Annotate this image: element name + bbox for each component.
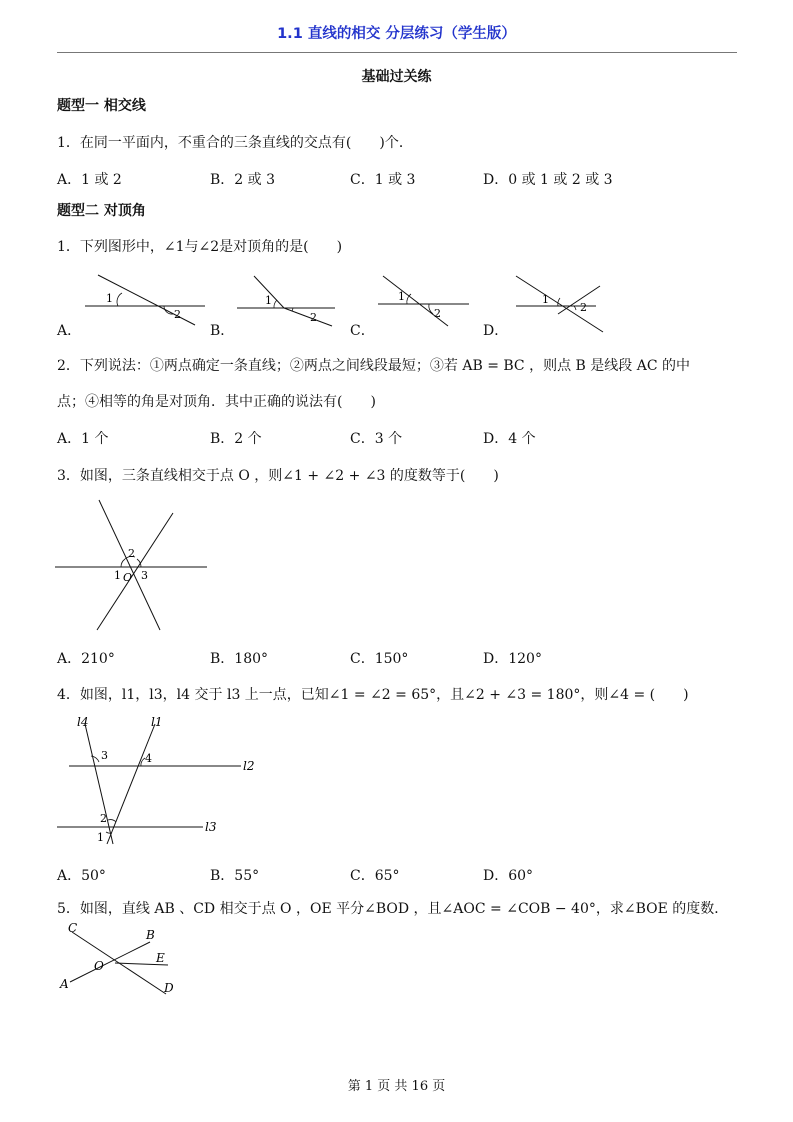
type1-title: 题型一 相交线 (57, 98, 146, 114)
q5-label-b: B (146, 928, 155, 942)
q4-label-l3: l3 (205, 820, 217, 834)
t2-q2-line2: 点；④相等的角是对顶角．其中正确的说法有( ) (57, 394, 376, 410)
q5-label-a: A (60, 977, 69, 991)
t2-q2-option-a: A．1 个 (57, 431, 109, 447)
t1-q1-option-d: D．0 或 1 或 2 或 3 (483, 172, 613, 188)
t1-q1-option-b: B．2 或 3 (210, 172, 276, 188)
fig-d-label-2: 2 (580, 301, 587, 314)
t1-q1-text: 1．在同一平面内，不重合的三条直线的交点有( )个． (57, 135, 413, 151)
fig-c-label-1: 1 (398, 290, 405, 303)
q5-label-d: D (164, 981, 174, 995)
q3-label-o: O (123, 571, 133, 584)
q5-label-o: O (94, 959, 104, 973)
q4-label-3: 3 (101, 749, 108, 762)
q3-label-1: 1 (114, 569, 121, 582)
t2-q4-text: 4．如图，l1，l3，l4 交于 l3 上一点，已知∠1 = ∠2 = 65°，且∠2 + ∠3 = 180°，则∠4 = ( ) (57, 687, 689, 703)
q4-label-2: 2 (100, 812, 107, 825)
t2-q5-figure (58, 920, 188, 1000)
t2-q1-figure-c (373, 270, 473, 330)
t2-q5-text: 5．如图，直线 AB 、CD 相交于点 O ，OE 平分∠BOD ，且∠AOC = ∠COB − 40°，求∠BOE 的度数． (57, 901, 729, 917)
q3-label-3: 3 (141, 569, 148, 582)
t2-q4-option-d: D．60° (483, 868, 534, 884)
q5-label-c: C (68, 921, 78, 935)
t2-q3-text: 3．如图，三条直线相交于点 O ，则∠1 + ∠2 + ∠3 的度数等于( ) (57, 468, 499, 484)
t2-q4-figure (55, 712, 255, 850)
t2-q1-figure-a (80, 270, 210, 330)
t2-q1-figure-b (232, 272, 342, 332)
t2-q4-option-a: A．50° (57, 868, 106, 884)
q4-label-1: 1 (97, 831, 104, 844)
t2-q3-figure (55, 497, 210, 635)
t2-q1-option-c: C． (350, 323, 375, 339)
q4-label-l2: l2 (243, 759, 255, 773)
t2-q1-option-b: B． (210, 323, 235, 339)
document-header: 1.1 直线的相交 分层练习（学生版） (277, 26, 516, 42)
t2-q3-option-a: A．210° (57, 651, 115, 667)
t2-q2-line1: 2．下列说法：①两点确定一条直线；②两点之间线段最短；③若 AB = BC ，则点 B 是线段 AC 的中 (57, 358, 691, 374)
t2-q2-option-b: B．2 个 (210, 431, 262, 447)
q4-label-l4: l4 (77, 715, 89, 729)
t1-q1-option-c: C．1 或 3 (350, 172, 416, 188)
type2-title: 题型二 对顶角 (57, 203, 146, 219)
q5-label-e: E (156, 951, 165, 965)
t2-q3-option-d: D．120° (483, 651, 542, 667)
fig-b-label-2: 2 (310, 311, 317, 324)
fig-b-label-1: 1 (265, 294, 272, 307)
page-footer: 第 1 页 共 16 页 (347, 1079, 446, 1094)
t2-q2-option-c: C．3 个 (350, 431, 403, 447)
fig-c-label-2: 2 (434, 307, 441, 320)
q4-label-4: 4 (145, 752, 152, 765)
t2-q1-option-d: D． (483, 323, 509, 339)
fig-a-label-1: 1 (106, 292, 113, 305)
q3-label-2: 2 (128, 547, 135, 560)
t2-q2-option-d: D．4 个 (483, 431, 536, 447)
t2-q1-option-a: A． (57, 323, 82, 339)
t2-q4-option-b: B．55° (210, 868, 260, 884)
q4-label-l1: l1 (151, 715, 163, 729)
section-title: 基础过关练 (361, 69, 432, 85)
t1-q1-option-a: A．1 或 2 (57, 172, 122, 188)
t2-q4-option-c: C．65° (350, 868, 400, 884)
fig-a-label-2: 2 (174, 308, 181, 321)
t2-q1-text: 1．下列图形中，∠1与∠2是对顶角的是( ) (57, 239, 343, 255)
t2-q3-option-b: B．180° (210, 651, 269, 667)
t2-q3-option-c: C．150° (350, 651, 409, 667)
t2-q1-figure-d (508, 270, 608, 334)
fig-d-label-1: 1 (542, 293, 549, 306)
header-rule (57, 52, 737, 53)
